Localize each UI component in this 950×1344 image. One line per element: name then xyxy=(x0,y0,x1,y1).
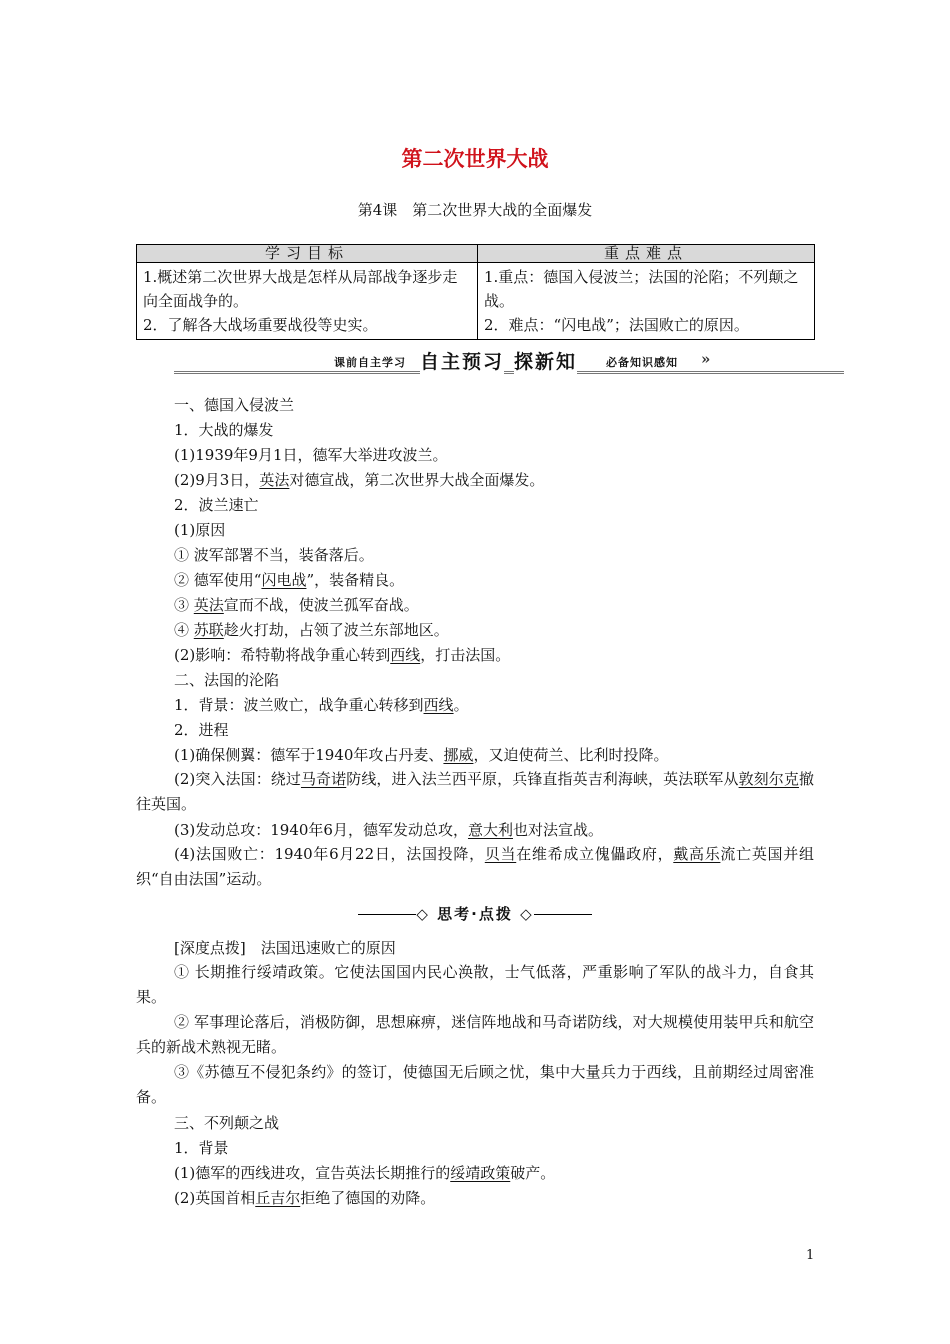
paragraph: 2．波兰速亡 xyxy=(174,496,259,514)
section-banner xyxy=(174,347,844,375)
think-label: 思考·点拨 xyxy=(437,905,513,923)
answer-blank: 挪威 xyxy=(443,746,474,764)
think-divider: ◇ 思考·点拨 ◇ xyxy=(0,903,950,924)
banner-rule xyxy=(174,371,844,374)
paragraph: (2)9月3日，英法对德宣战，第二次世界大战全面爆发。 xyxy=(174,471,545,489)
key-point-item: 1.重点：德国入侵波兰；法国的沦陷；不列颠之战。 xyxy=(484,268,799,310)
lesson-subtitle: 第4课 第二次世界大战的全面爆发 xyxy=(357,201,593,219)
banner-title-1: 自主预习 xyxy=(420,347,504,374)
paragraph: (2)英国首相丘吉尔拒绝了德国的劝降。 xyxy=(174,1189,436,1207)
paragraph: 1．大战的爆发 xyxy=(174,421,274,439)
reason-item: ③《苏德互不侵犯条约》的签订，使德国无后顾之忧，集中大量兵力于西线，且前期经过周密准备。 xyxy=(136,1063,814,1106)
answer-blank: 苏联 xyxy=(193,621,224,639)
paragraph: (1)1939年9月1日，德军大举进攻波兰。 xyxy=(174,446,448,464)
paragraph: (1)确保侧翼：德军于1940年攻占丹麦、挪威，又迫使荷兰、比利时投降。 xyxy=(174,746,669,764)
paragraph: ① 波军部署不当，装备落后。 xyxy=(174,546,374,564)
paragraph: 1．背景 xyxy=(174,1139,229,1157)
section-heading: 一、德国入侵波兰 xyxy=(174,396,295,414)
answer-blank: 闪电战 xyxy=(261,571,307,589)
section-heading: 二、法国的沦陷 xyxy=(174,671,280,689)
paragraph: 2．进程 xyxy=(174,721,229,739)
goals-table xyxy=(136,244,815,340)
banner-right-label: 必备知识感知 xyxy=(606,356,678,369)
key-point-item: 2．难点：“闪电战”；法国败亡的原因。 xyxy=(484,316,749,334)
answer-blank: 戴高乐 xyxy=(673,845,721,863)
banner-arrow-icon: » xyxy=(701,350,711,368)
goals-cell xyxy=(137,263,478,340)
answer-blank: 西线 xyxy=(390,646,421,664)
paragraph: ④ 苏联趁火打劫，占领了波兰东部地区。 xyxy=(174,621,449,639)
deep-heading: [深度点拨] 法国迅速败亡的原因 xyxy=(174,939,396,957)
section-heading: 三、不列颠之战 xyxy=(174,1114,280,1132)
answer-blank: 西线 xyxy=(423,696,454,714)
paragraph: 1．背景：波兰败亡，战争重心转移到西线。 xyxy=(174,696,469,714)
paragraph: (1)德军的西线进攻，宣告英法长期推行的绥靖政策破产。 xyxy=(174,1164,556,1182)
paragraph: (1)原因 xyxy=(174,521,226,539)
answer-blank: 英法 xyxy=(193,596,224,614)
goal-item: 1.概述第二次世界大战是怎样从局部战争逐步走向全面战争的。 xyxy=(143,268,458,310)
answer-blank: 贝当 xyxy=(484,845,517,863)
answer-blank: 英法 xyxy=(259,471,290,489)
key-points-header: 重点难点 xyxy=(478,245,815,263)
document-title: 第二次世界大战 xyxy=(401,147,549,171)
paragraph: ② 德军使用“闪电战”，装备精良。 xyxy=(174,571,405,589)
reason-item: ② 军事理论落后，消极防御，思想麻痹，迷信阵地战和马奇诺防线，对大规模使用装甲兵和航空兵的新战术熟视无睹。 xyxy=(136,1013,814,1056)
banner-title-2: 探新知 xyxy=(514,347,577,374)
paragraph: (2)影响：希特勒将战争重心转到西线，打击法国。 xyxy=(174,646,511,664)
paragraph: ③ 英法宣而不战，使波兰孤军奋战。 xyxy=(174,596,419,614)
goal-item: 2．了解各大战场重要战役等史实。 xyxy=(143,316,378,334)
answer-blank: 丘吉尔 xyxy=(255,1189,301,1207)
answer-blank: 绥靖政策 xyxy=(450,1164,511,1182)
answer-blank: 意大利 xyxy=(467,821,513,839)
paragraph: (4)法国败亡：1940年6月22日，法国投降，贝当在维希成立傀儡政府，戴高乐流亡英国并组织“自由法国”运动。 xyxy=(136,845,814,888)
paragraph: (3)发动总攻：1940年6月，德军发动总攻，意大利也对法宣战。 xyxy=(174,821,603,839)
goals-header: 学习目标 xyxy=(137,245,478,263)
paragraph: (2)突入法国：绕过马奇诺防线，进入法兰西平原，兵锋直指英吉利海峡，英法联军从敦刻尔克撤往英国。 xyxy=(136,770,814,813)
reason-item: ① 长期推行绥靖政策。它使法国国内民心涣散，士气低落，严重影响了军队的战斗力，自食其果。 xyxy=(136,963,814,1006)
answer-blank: 敦刻尔克 xyxy=(738,770,799,788)
banner-left-label: 课前自主学习 xyxy=(334,356,406,369)
answer-blank: 马奇诺 xyxy=(300,770,347,788)
key-points-cell xyxy=(478,263,815,340)
page-number: 1 xyxy=(806,1248,815,1263)
